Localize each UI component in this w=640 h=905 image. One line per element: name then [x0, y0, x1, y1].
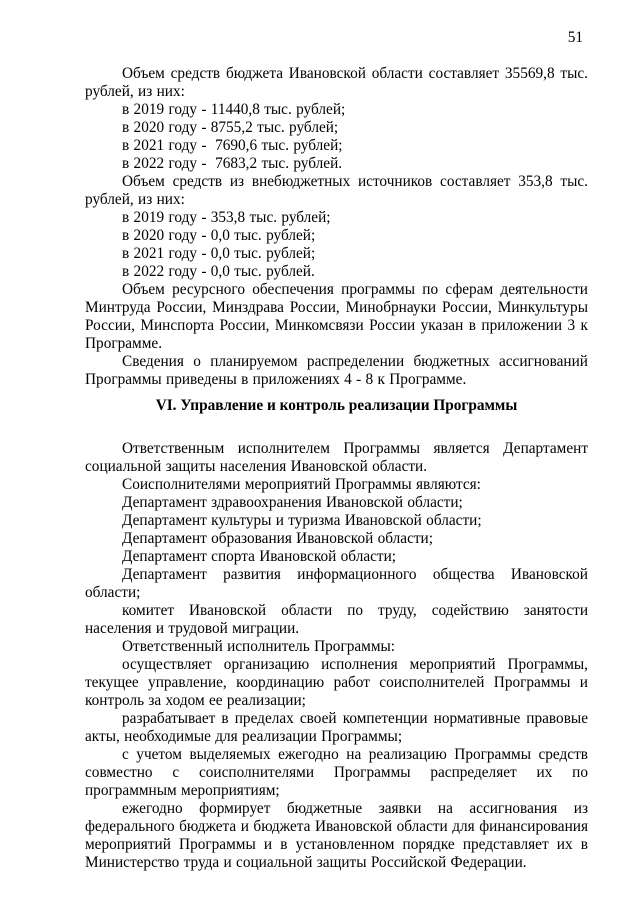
- paragraph: Соисполнителями мероприятий Программы являются:: [122, 476, 481, 493]
- paragraph: Ответственный исполнитель Программы:: [122, 638, 396, 655]
- paragraph: Объем средств бюджета Ивановской области составляет 35569,8 тыс. рублей, из них:: [85, 65, 588, 100]
- paragraph: в 2020 году - 0,0 тыс. рублей;: [122, 227, 316, 244]
- paragraph: Департамент здравоохранения Ивановской области;: [122, 494, 463, 511]
- paragraph: в 2020 году - 8755,2 тыс. рублей;: [122, 119, 339, 136]
- paragraph: Департамент культуры и туризма Ивановской области;: [122, 512, 482, 529]
- paragraph: в 2019 году - 11440,8 тыс. рублей;: [122, 101, 346, 118]
- section-budget: [85, 65, 588, 389]
- paragraph: Департамент развития информационного общества Ивановской области;: [85, 566, 588, 601]
- paragraph: в 2021 году - 0,0 тыс. рублей;: [122, 245, 316, 262]
- paragraph: ежегодно формирует бюджетные заявки на ассигнования из федерального бюджета и бюджета Ивановской области для финансирования мероприятий Программы и в установленном порядке представляет их в Министерство труда и социальной защиты Российской Федерации.: [85, 800, 588, 871]
- paragraph: Департамент образования Ивановской области;: [122, 530, 433, 547]
- section-management: [85, 440, 588, 872]
- paragraph: в 2022 году - 7683,2 тыс. рублей.: [122, 155, 343, 172]
- paragraph: с учетом выделяемых ежегодно на реализацию Программы средств совместно с соисполнителями Программы распределяет их по программным мероприятиям;: [85, 746, 588, 799]
- paragraph: Сведения о планируемом распределении бюджетных ассигнований Программы приведены в приложениях 4 - 8 к Программе.: [85, 353, 588, 388]
- paragraph: в 2022 году - 0,0 тыс. рублей.: [122, 263, 315, 280]
- section-heading: VI. Управление и контроль реализации Программы: [155, 397, 518, 414]
- paragraph: в 2019 году - 353,8 тыс. рублей;: [122, 209, 331, 226]
- paragraph: Объем ресурсного обеспечения программы по сферам деятельности Минтруда России, Минздрава России, Минобрнауки России, Минкультуры России, Минспорта России, Минкомсвязи России указан в приложении 3 к Программе.: [85, 281, 588, 352]
- paragraph: Объем средств из внебюджетных источников составляет 353,8 тыс. рублей, из них:: [85, 173, 588, 208]
- paragraph: Ответственным исполнителем Программы является Департамент социальной защиты населения Ивановской области.: [85, 440, 588, 475]
- page-number: 51: [567, 29, 583, 46]
- paragraph: Департамент спорта Ивановской области;: [122, 548, 397, 565]
- paragraph: комитет Ивановской области по труду, содействию занятости населения и трудовой миграции.: [85, 602, 588, 637]
- paragraph: осуществляет организацию исполнения мероприятий Программы, текущее управление, координацию работ соисполнителей Программы и контроль за ходом ее реализации;: [85, 656, 588, 709]
- paragraph: разрабатывает в пределах своей компетенции нормативные правовые акты, необходимые для реализации Программы;: [85, 710, 588, 745]
- paragraph: в 2021 году - 7690,6 тыс. рублей;: [122, 137, 343, 154]
